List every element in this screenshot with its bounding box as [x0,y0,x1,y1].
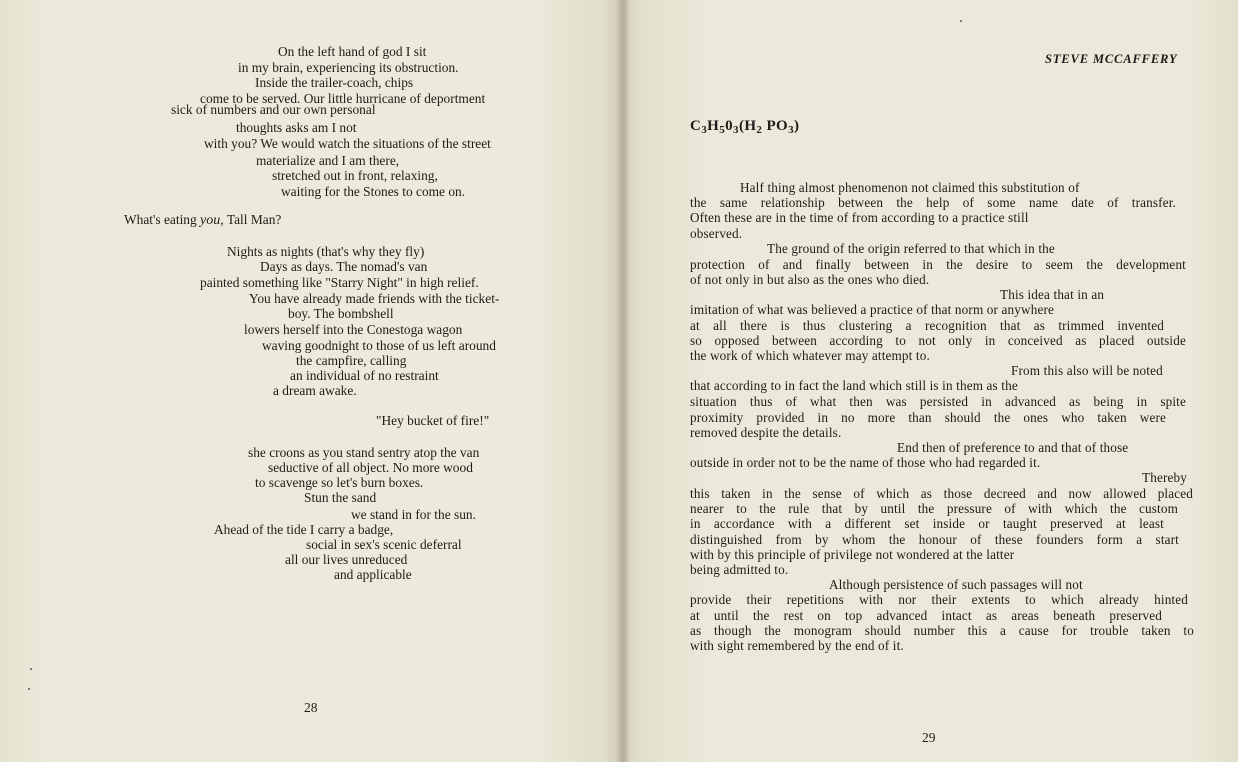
prose-line: This idea that in an [1000,287,1105,302]
poem-line: and applicable [334,567,412,582]
prose-line: with by this principle of privilege not wondered at the latter [690,547,1015,562]
poem-line: On the left hand of god I sit [278,44,427,59]
poem-line: Days as days. The nomad's van [260,259,428,274]
poem-line: we stand in for the sun. [351,507,476,522]
poem-line: thoughts asks am I not [236,120,357,135]
author-name: STEVE MCCAFFERY [1045,52,1178,66]
book-gutter [616,0,630,762]
poem-line: all our lives unreduced [285,552,408,567]
question-suffix: Tall Man? [226,212,282,227]
prose-line: that according to in fact the land which still is in them as the [690,378,1018,393]
prose-line: situation thus of what then was persisted in advanced as being in spite [690,394,1186,409]
poem-line: lowers herself into the Conestoga wagon [244,322,463,337]
poem-line: painted something like "Starry Night" in high relief. [200,275,479,290]
poem-line: stretched out in front, relaxing, [272,168,438,183]
question-emphasis: you, [200,213,224,228]
poem-line: in my brain, experiencing its obstruction. [238,60,459,75]
poem-question [124,212,281,228]
prose-line: distinguished from by whom the honour of these founders form a start [690,532,1179,547]
poem-line: the campfire, calling [296,353,407,368]
page-number-right: 29 [922,730,936,745]
poem-line: materialize and I am there, [256,153,400,168]
poem-line: sick of numbers and our own personal [171,102,376,117]
prose-line: Half thing almost phenomenon not claimed this substitution of [740,180,1080,195]
poem-line: social in sex's scenic deferral [306,537,462,552]
prose-line: the same relationship between the help of some name date of transfer. [690,195,1176,210]
poem-line: Nights as nights (that's why they fly) [227,244,425,259]
prose-line: Thereby [1142,470,1187,485]
prose-line: End then of preference to and that of those [897,440,1129,455]
prose-line: being admitted to. [690,562,789,577]
prose-line: this taken in the sense of which as those decreed and now allowed placed [690,486,1193,501]
prose-line: Often these are in the time of from according to a practice still [690,210,1029,225]
poem-line: waiting for the Stones to come on. [281,184,466,199]
prose-line: From this also will be noted [1011,363,1163,378]
poem-line: to scavenge so let's burn boxes. [255,475,424,490]
prose-line: with sight remembered by the end of it. [690,638,904,653]
prose-line: removed despite the details. [690,425,842,440]
poem-line: she croons as you stand sentry atop the van [248,445,480,460]
poem-line: with you? We would watch the situations of the street [204,136,491,151]
poem-line: You have already made friends with the ticket- [249,291,500,306]
prose-line: nearer to the rule that by until the pressure of with which the custom [690,501,1178,516]
poem-line: boy. The bombshell [288,306,394,321]
prose-line: so opposed between according to not only in conceived as placed outside [690,333,1186,348]
prose-line: in accordance with a different set inside or taught preserved at least [690,516,1164,531]
paper-speck [30,668,32,670]
poem-line: an individual of no restraint [290,368,439,383]
paper-speck [960,20,962,22]
prose-line: The ground of the origin referred to that which in the [767,241,1055,256]
prose-line: proximity provided in no more than should the ones who taken were [690,410,1166,425]
paper-speck [28,688,30,690]
poem-line: "Hey bucket of fire!" [376,413,490,428]
prose-line: of not only in but also as the ones who died. [690,272,930,287]
question-prefix: What's eating [124,212,197,227]
prose-line: as though the monogram should number this a cause for trouble taken to [690,623,1194,638]
poem-line: come to be served. Our little hurricane of deportment [200,91,486,106]
poem-line: Stun the sand [304,490,377,505]
poem-line: waving goodnight to those of us left around [262,338,496,353]
prose-line: at all there is thus clustering a recognition that as trimmed invented [690,318,1164,333]
poem-line: seductive of all object. No more wood [268,460,473,475]
poem-line: Ahead of the tide I carry a badge, [214,522,394,537]
poem-title-formula: $C_3H_50_3(H_2$ $PO_3$) [690,118,800,136]
prose-line: Although persistence of such passages will not [829,577,1083,592]
prose-line: provide their repetitions with nor their extents to which already hinted [690,592,1188,607]
prose-line: at until the rest on top advanced intact as areas beneath preserved [690,608,1162,623]
page-number-left: 28 [304,700,318,715]
prose-line: the work of which whatever may attempt to. [690,348,930,363]
prose-line: protection of and finally between in the desire to seem the development [690,257,1186,272]
prose-line: imitation of what was believed a practice of that norm or anywhere [690,302,1054,317]
poem-line: Inside the trailer-coach, chips [255,75,414,90]
poem-line: a dream awake. [273,383,357,398]
prose-line: observed. [690,226,743,241]
prose-line: outside in order not to be the name of those who had regarded it. [690,455,1041,470]
